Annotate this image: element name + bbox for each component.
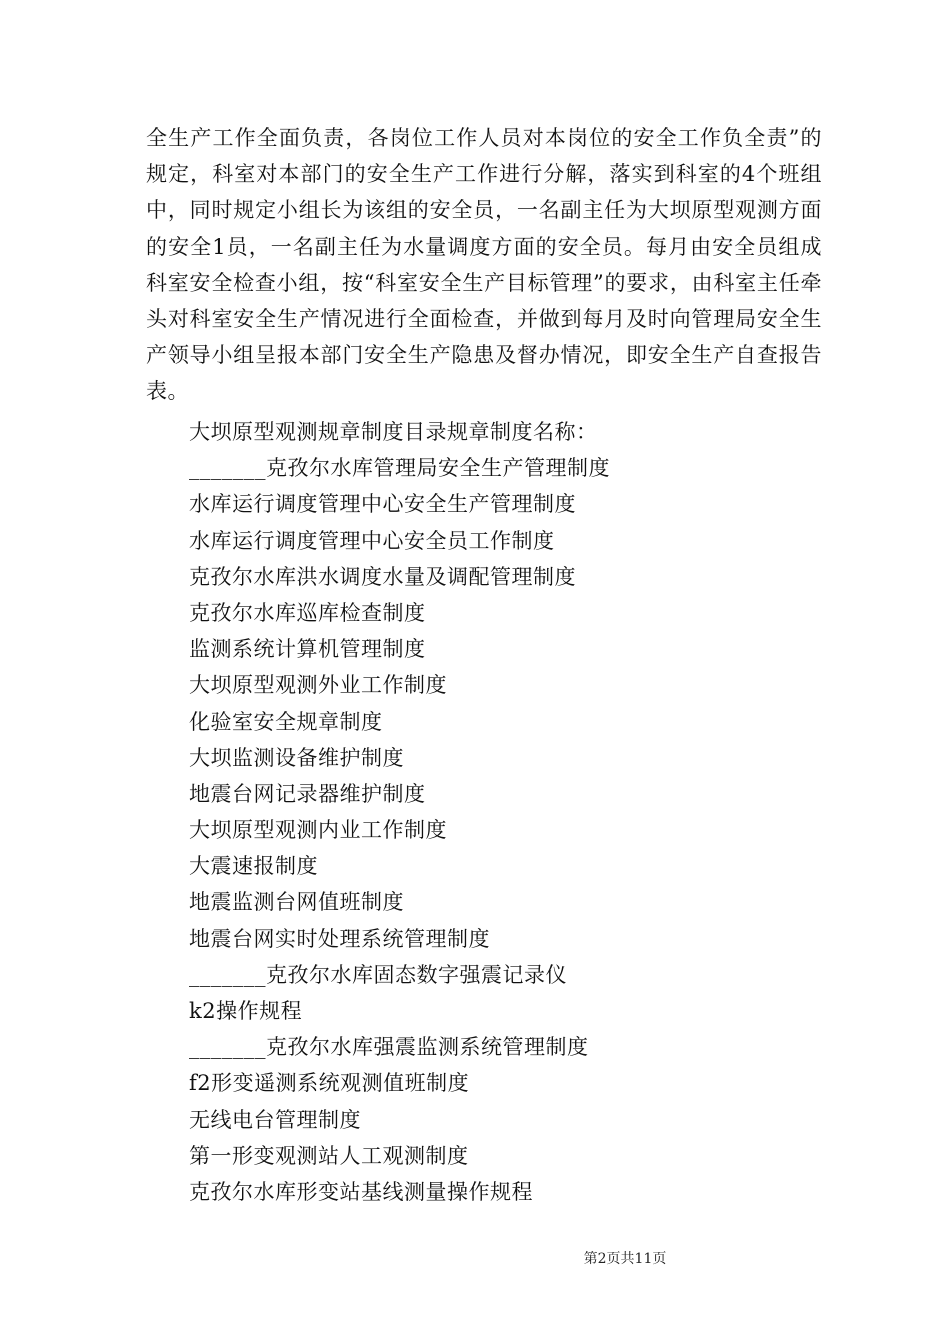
list-item: 大坝原型观测内业工作制度 bbox=[189, 818, 447, 843]
list-item: 大震速报制度 bbox=[189, 854, 318, 879]
list-item: 水库运行调度管理中心安全生产管理制度 bbox=[189, 492, 576, 517]
list-item: _______克孜尔水库管理局安全生产管理制度 bbox=[189, 456, 610, 481]
list-item: 大坝原型观测外业工作制度 bbox=[189, 673, 447, 698]
list-item: 监测系统计算机管理制度 bbox=[189, 637, 426, 662]
body-paragraph: 全生产工作全面负责，各岗位工作人员对本岗位的安全工作负全责”的规定，科室对本部门的安全生产工作进行分解，落实到科室的4个班组中，同时规定小组长为该组的安全员，一名副主任为大坝原型观测方面的安全1员，一名副主任为水量调度方面的安全员。每月由安全员组成科室安全检查小组，按“科室安全生产目标管理”的要求，由科室主任牵头对科室安全生产情况进行全面检查，并做到每月及时向管理局安全生产领导小组呈报本部门安全生产隐患及督办情况，即安全生产自查报告表。 bbox=[146, 126, 822, 404]
list-item: 克孜尔水库形变站基线测量操作规程 bbox=[189, 1179, 533, 1204]
list-item: 大坝监测设备维护制度 bbox=[189, 745, 404, 770]
list-item: 地震台网实时处理系统管理制度 bbox=[189, 926, 490, 951]
list-item: k2操作规程 bbox=[189, 999, 303, 1023]
list-item: f2形变遥测系统观测值班制度 bbox=[189, 1071, 470, 1096]
list-item: 大坝原型观测规章制度目录规章制度名称： bbox=[189, 420, 598, 444]
page-footer bbox=[0, 1248, 950, 1268]
page-number: 第2页共11页 bbox=[583, 1251, 667, 1267]
list-item: 地震监测台网值班制度 bbox=[189, 890, 404, 915]
list-item: 克孜尔水库巡库检查制度 bbox=[189, 600, 426, 625]
list-item: 化验室安全规章制度 bbox=[189, 709, 383, 734]
regulation-list bbox=[189, 414, 829, 1210]
list-item: _______克孜尔水库固态数字强震记录仪 bbox=[189, 962, 567, 987]
list-item: 无线电台管理制度 bbox=[189, 1107, 361, 1132]
list-item: 克孜尔水库洪水调度水量及调配管理制度 bbox=[189, 564, 576, 589]
list-item: 第一形变观测站人工观测制度 bbox=[189, 1143, 469, 1168]
list-item: _______克孜尔水库强震监测系统管理制度 bbox=[189, 1035, 589, 1060]
list-item: 地震台网记录器维护制度 bbox=[189, 781, 426, 806]
list-item: 水库运行调度管理中心安全员工作制度 bbox=[189, 528, 555, 553]
